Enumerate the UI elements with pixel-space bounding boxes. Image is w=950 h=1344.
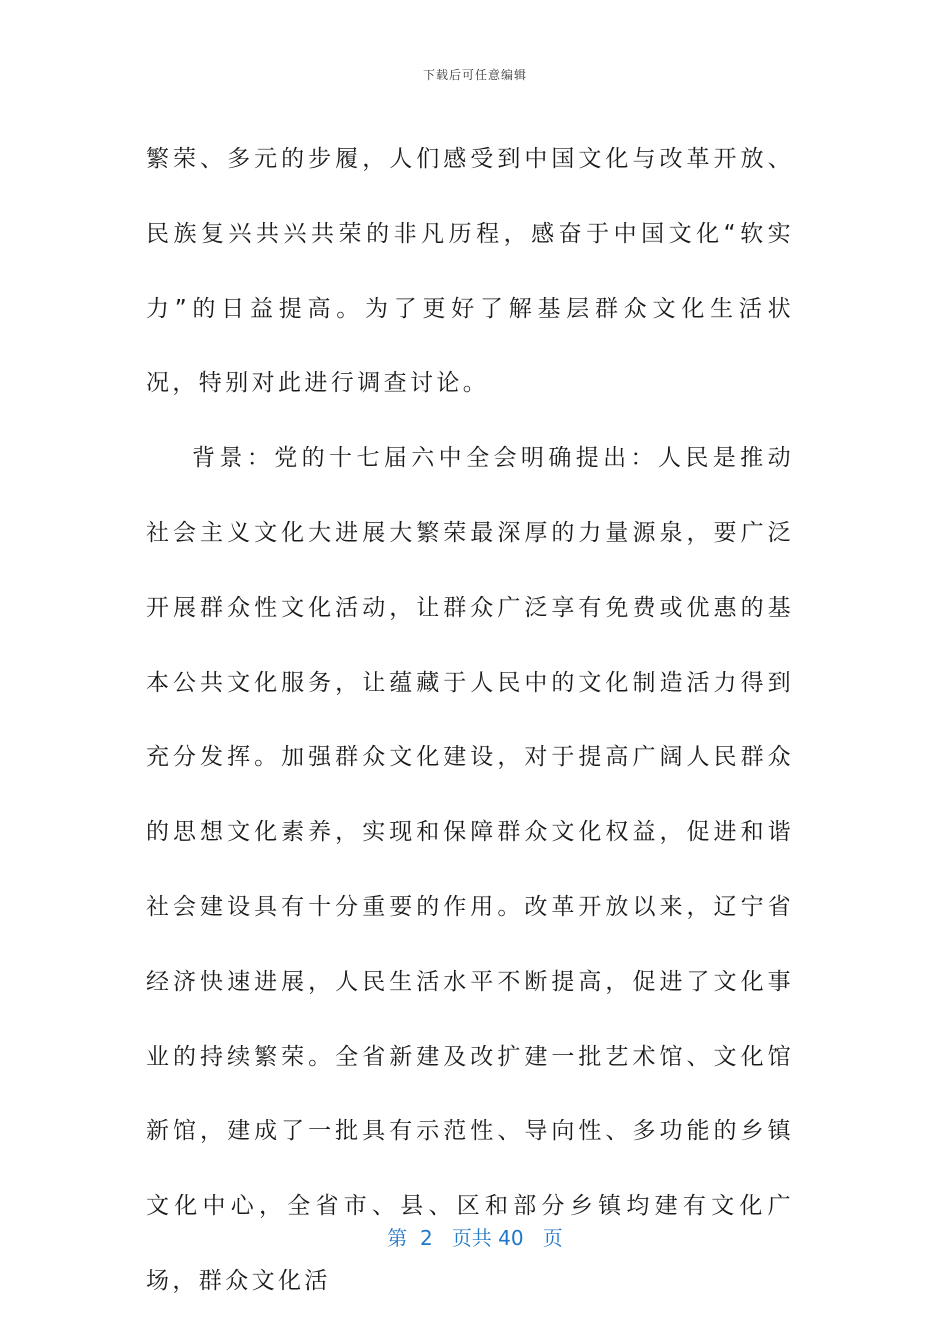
header-note: 下载后可任意编辑: [422, 68, 527, 82]
paragraph-continued: 繁荣、多元的步履，人们感受到中国文化与改革开放、民族复兴共兴共荣的非凡历程，感奋于中国文化“软实力”的日益提高。为了更好了解基层群众文化生活状况，特别对此进行调查讨论。: [146, 146, 794, 397]
document-body: [146, 122, 794, 1319]
page-prefix: 第: [387, 1226, 408, 1250]
page-middle: 页共: [451, 1226, 492, 1250]
page-footer: [0, 1222, 950, 1251]
paragraph-background: 背景：党的十七届六中全会明确提出：人民是推动社会主义文化大进展大繁荣最深厚的力量源泉，要广泛开展群众性文化活动，让群众广泛享有免费或优惠的基本公共文化服务，让蕴藏于人民中的文化制造活力得到充分发挥。加强群众文化建设，对于提高广阔人民群众的思想文化素养，实现和保障群众文化权益，促进和谐社会建设具有十分重要的作用。改革开放以来，辽宁省经济快速进展，人民生活水平不断提高，促进了文化事业的持续繁荣。全省新建及改扩建一批艺术馆、文化馆新馆，建成了一批具有示范性、导向性、多功能的乡镇文化中心，全省市、县、区和部分乡镇均建有文化广场，群众文化活: [146, 445, 794, 1294]
total-pages-number: 40: [498, 1226, 524, 1250]
page-suffix: 页: [542, 1226, 563, 1250]
current-page-number: 2: [420, 1226, 433, 1250]
